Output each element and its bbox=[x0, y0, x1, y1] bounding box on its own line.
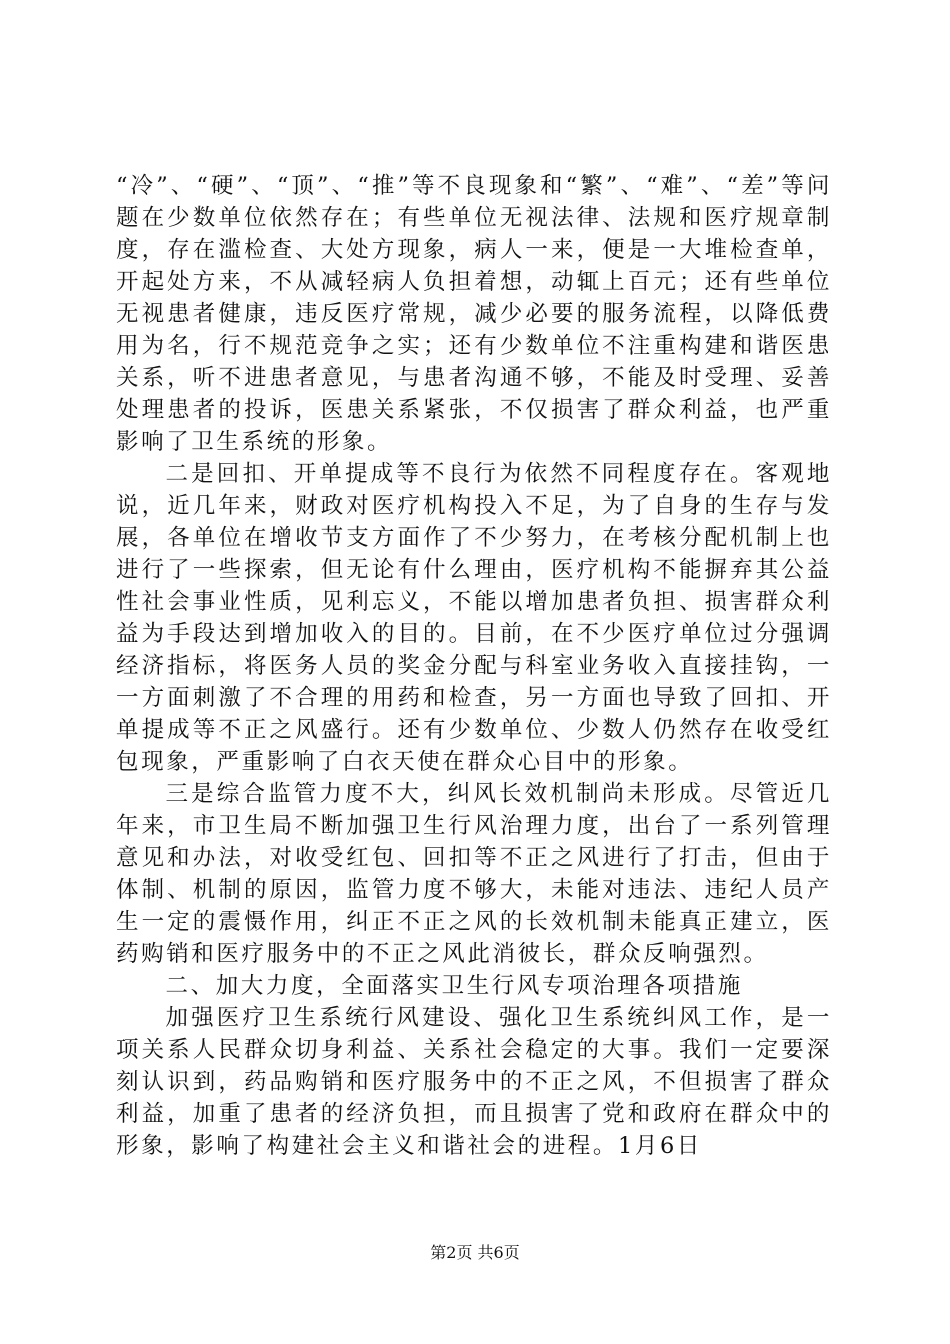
document-body bbox=[116, 170, 832, 1162]
page-footer: 第2页 共6页 bbox=[430, 1243, 520, 1262]
paragraph-3: 三是综合监管力度不大，纠风长效机制尚未形成。尽管近几年来，市卫生局不断加强卫生行风治理力度，出台了一系列管理意见和办法，对收受红包、回扣等不正之风进行了打击，但由于体制、机制的原因，监管力度不够大，未能对违法、违纪人员产生一定的震慑作用，纠正不正之风的长效机制未能真正建立，医药购销和医疗服务中的不正之风此消彼长，群众反响强烈。 bbox=[116, 781, 832, 967]
paragraph-5: 加强医疗卫生系统行风建设、强化卫生系统纠风工作，是一项关系人民群众切身利益、关系社会稳定的大事。我们一定要深刻认识到，药品购销和医疗服务中的不正之风，不但损害了群众利益，加重了患者的经济负担，而且损害了党和政府在群众中的形象，影响了构建社会主义和谐社会的进程。1月6日 bbox=[116, 1005, 832, 1159]
paragraph-1: “冷”、“硬”、“顶”、“推”等不良现象和“繁”、“难”、“差”等问题在少数单位依然存在；有些单位无视法律、法规和医疗规章制度，存在滥检查、大处方现象，病人一来，便是一大堆检查单，开起处方来，不从减轻病人负担着想，动辄上百元；还有些单位无视患者健康，违反医疗常规，减少必要的服务流程，以降低费用为名，行不规范竞争之实；还有少数单位不注重构建和谐医患关系，听不进患者意见，与患者沟通不够，不能及时受理、妥善处理患者的投诉，医患关系紧张，不仅损害了群众利益，也严重影响了卫生系统的形象。 bbox=[116, 173, 832, 455]
section-heading: 二、加大力度，全面落实卫生行风专项治理各项措施 bbox=[165, 973, 743, 999]
paragraph-2: 二是回扣、开单提成等不良行为依然不同程度存在。客观地说，近几年来，财政对医疗机构投入不足，为了自身的生存与发展，各单位在增收节支方面作了不少努力，在考核分配机制上也进行了一些探索，但无论有什么理由，医疗机构不能摒弃其公益性社会事业性质，见利忘义，不能以增加患者负担、损害群众利益为手段达到增加收入的目的。目前，在不少医疗单位过分强调经济指标，将医务人员的奖金分配与科室业务收入直接挂钩，一一方面刺激了不合理的用药和检查，另一方面也导致了回扣、开单提成等不正之风盛行。还有少数单位、少数人仍然存在收受红包现象，严重影响了白衣天使在群众心目中的形象。 bbox=[116, 461, 832, 775]
